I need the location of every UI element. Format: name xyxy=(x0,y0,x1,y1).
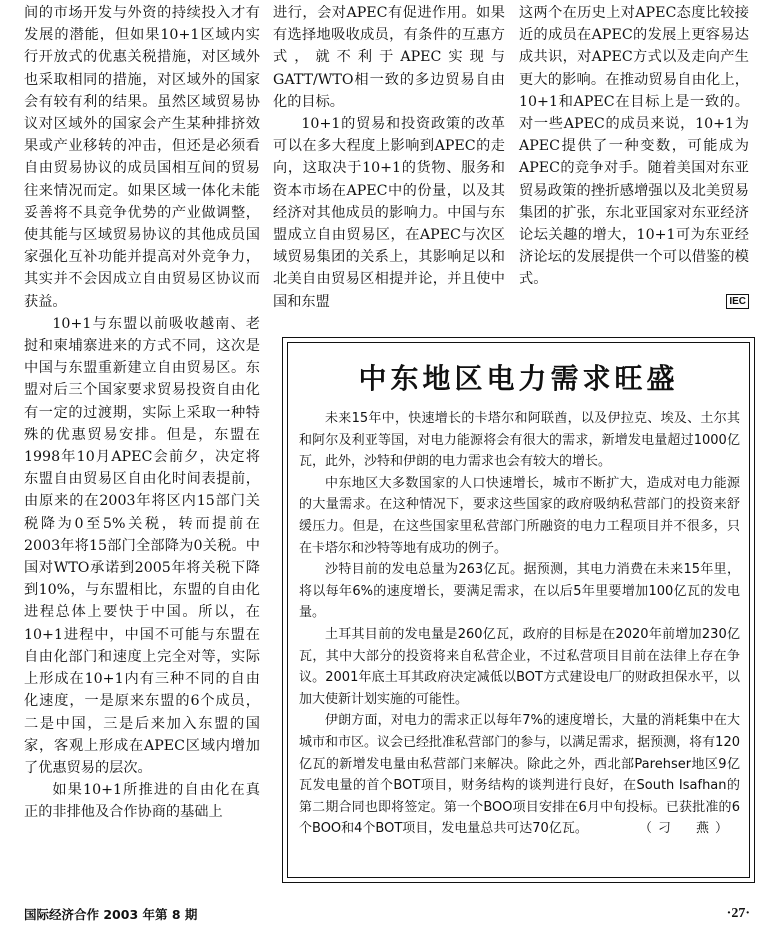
box-paragraph: 土耳其目前的发电量是260亿瓦，政府的目标是在2020年前增加230亿瓦，其中大部分的投资将来自私营企业，不过私营项目目前在法律上存在争议。2001年底土耳其政府决定减低以BOT方式建设电厂的财政担保水平，以加大使新计划实施的可能性。 xyxy=(299,626,740,707)
box-paragraph xyxy=(299,710,740,840)
article-paragraph: 间的市场开发与外资的持续投入才有发展的潜能，但如果10+1区域内实行开放式的优惠关税措施，对区域外也采取相同的措施，对区域外的国家会有较有利的结果。虽然区域贸易协议对区域外的国家会产生某种排挤效果或产业移转的冲击，但还是必须看自由贸易协议的成员国相互间的贸易往来情况而定。如果区域一体化未能妥善将不具竞争优势的产业做调整，使其能与区域贸易协议的其他成员国家强化互补功能并提高对外竞争力，其实并不会因成立自由贸易区协议而获益。 xyxy=(24,5,260,310)
article-paragraph: 如果10+1所推进的自由化在真正的非排他及合作协商的基础上 xyxy=(24,782,260,821)
article-column-1 xyxy=(24,2,260,824)
box-paragraph: 沙特目前的发电总量为263亿瓦。据预测，其电力消费在未来15年里，将以每年6%的速度增长，要满足需求，在以后5年里要增加100亿瓦的发电量。 xyxy=(299,562,740,621)
box-title: 中东地区电力需求旺盛 xyxy=(358,362,679,395)
box-author: （刁 燕） xyxy=(638,821,734,837)
box-body xyxy=(299,408,740,840)
journal-footer: 国际经济合作 2003 年第 8 期 xyxy=(24,907,198,922)
sidebar-news-box xyxy=(282,337,755,883)
article-paragraph: 这两个在历史上对APEC态度比较接近的成员在APEC的发展上更容易达成共识，对APEC方式以及走向产生更大的影响。在推动贸易自由化上，10+1和APEC在目标上是一致的。对一些APEC的成员来说，10+1为APEC提供了一种变数，可能成为APEC的竞争对手。随着美国对东亚贸易政策的挫折感增强以及北美贸易集团的扩张，东北亚国家对东亚经济论坛关趣的增大，10+1可为东亚经济论坛的发展提供一个可以借鉴的模式。 xyxy=(519,5,749,288)
box-paragraph-text: 伊朗方面，对电力的需求正以每年7%的速度增长，大量的消耗集中在大城市和市区。议会已经批准私营部门的参与，以满足需求，据预测，将有120亿瓦的新增发电量由私营部门来解决。除此之外，西北部Parehser地区9亿瓦发电量的首个BOT项目，财务结构的谈判进行良好，在South Isafhan的第二期合同也即将签定。第一个BOO项目安排在6月中旬投标。已获批准的6个BOO和4个BOT项目，发电量总共可达70亿瓦。 xyxy=(299,713,740,837)
page-number: ·27· xyxy=(726,906,750,921)
article-paragraph: 10+1与东盟以前吸收越南、老挝和柬埔寨进来的方式不同，这次是中国与东盟重新建立自由贸易区。东盟对后三个国家要求贸易投资自由化有一定的过渡期，实际上采取一种特殊的优惠贸易安排。但是，东盟在1998年10月APEC会前夕，决定将东盟自由贸易区自由化时间表提前，由原来的在2003年将区内15部门关税降为0至5%关税，转而提前在2003年将15部门全部降为0关税。中国对WTO承诺到2005年将关税下降到10%，与东盟相比，东盟的自由化进程总体上要快于中国。所以，在10+1进程中，中国不可能与东盟在自由化部门和速度上完全对等，实际上形成在10+1内有三种不同的自由化速度，一是原来东盟的6个成员，二是中国，三是后来加入东盟的国家，客观上形成在APEC区域内增加了优惠贸易的层次。 xyxy=(24,315,260,776)
article-column-2 xyxy=(273,2,505,313)
article-paragraph: 进行，会对APEC有促进作用。如果有选择地吸收成员，有条件的互惠方式，就不利于APEC实现与GATT/WTO相一致的多边贸易自由化的目标。 xyxy=(273,5,505,110)
article-paragraph: 10+1的贸易和投资政策的改革可以在多大程度上影响到APEC的走向，这取决于10+1的货物、服务和资本市场在APEC中的份量，以及其经济对其他成员的影响力。中国与东盟成立自由贸易区，在APEC与次区域贸易集团的关系上，其影响足以和北美自由贸易区相提并论，并且使中国和东盟 xyxy=(273,116,505,310)
box-paragraph: 中东地区大多数国家的人口快速增长，城市不断扩大，造成对电力能源的大量需求。在这种情况下，要求这些国家的政府吸纳私营部门的投资来舒缓压力。但是，在这些国家里私营部门所融资的电力工程项目并不很多，只在卡塔尔和沙特等地有成功的例子。 xyxy=(299,475,740,556)
end-mark-iec: IEC xyxy=(726,294,749,309)
box-paragraph: 未来15年中，快速增长的卡塔尔和阿联酋，以及伊拉克、埃及、土尔其和阿尔及利亚等国，对电力能源将会有很大的需求，新增发电量超过1000亿瓦，此外，沙特和伊朗的电力需求也会有较大的增长。 xyxy=(299,411,740,470)
article-column-3 xyxy=(519,2,749,309)
